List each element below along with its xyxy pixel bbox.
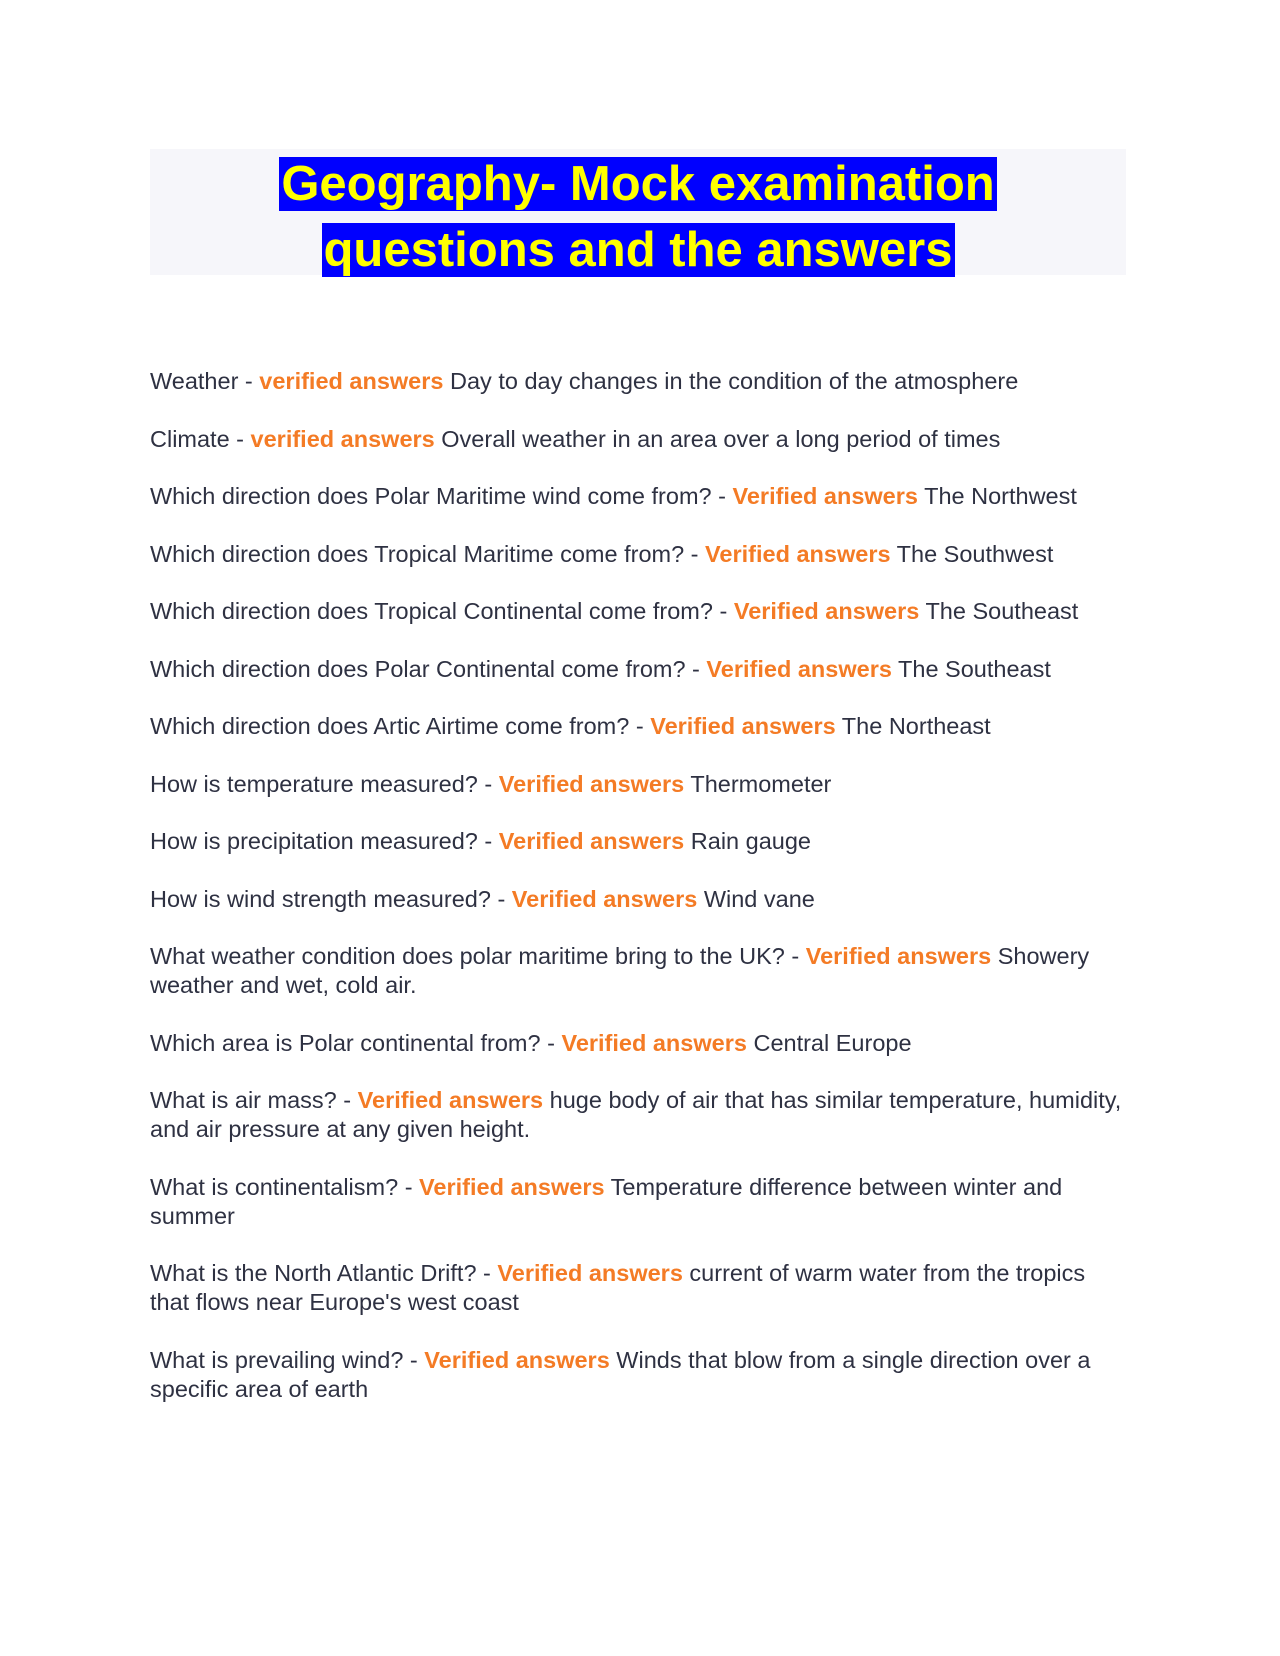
verified-label: Verified answers	[805, 943, 992, 969]
question-text: Which area is Polar continental from? -	[150, 1029, 562, 1056]
answer-text: Temperature difference between winter and summer	[150, 1173, 1063, 1229]
answer-text: The Southeast	[891, 655, 1051, 682]
verified-label: Verified answers	[498, 828, 685, 854]
answer-text: The Northwest	[917, 483, 1077, 509]
verified-label: Verified answers	[424, 1346, 610, 1373]
document-title	[150, 149, 1126, 275]
qa-item-temperature	[150, 770, 1130, 799]
qa-item-air-mass	[150, 1086, 1130, 1144]
qa-item-polar-maritime	[150, 482, 1130, 511]
question-text: Which direction does Artic Airtime come from? -	[150, 713, 651, 739]
answer-text: huge body of air that has similar temperature, humidity, and air pressure at any given height.	[150, 1087, 1122, 1142]
question-text: What is air mass? -	[150, 1087, 358, 1113]
verified-label: Verified answers	[705, 540, 891, 567]
qa-item-polar-maritime-weather	[150, 942, 1130, 1000]
answer-text: Thermometer	[684, 770, 832, 797]
question-text: What is continentalism? -	[150, 1173, 420, 1200]
verified-label: Verified answers	[498, 770, 685, 797]
question-text: Which direction does Polar Maritime wind come from? -	[150, 483, 733, 509]
question-text: Which direction does Polar Continental come from? -	[150, 655, 707, 682]
qa-item-continentalism	[150, 1173, 1130, 1231]
question-text: Weather -	[150, 368, 260, 394]
question-text: Climate -	[150, 425, 251, 452]
answer-text: Central Europe	[746, 1029, 912, 1056]
verified-label: verified answers	[250, 425, 435, 452]
verified-label: Verified answers	[497, 1260, 683, 1286]
question-text: How is precipitation measured? -	[150, 828, 499, 854]
answer-text: The Southwest	[890, 540, 1054, 567]
qa-item-north-atlantic-drift	[150, 1259, 1130, 1317]
answer-text: Day to day changes in the condition of the atmosphere	[443, 368, 1019, 394]
qa-item-tropical-maritime	[150, 540, 1130, 569]
question-text: How is temperature measured? -	[150, 770, 499, 797]
answer-text: Overall weather in an area over a long period of times	[434, 425, 1001, 452]
title-line-2: questions and the answers	[323, 223, 953, 277]
answer-text: The Northeast	[835, 713, 991, 739]
qa-list	[150, 367, 1130, 1432]
qa-item-prevailing-wind	[150, 1346, 1130, 1404]
question-text: Which direction does Tropical Continental come from? -	[150, 598, 734, 624]
verified-label: verified answers	[259, 368, 444, 394]
question-text: Which direction does Tropical Maritime come from? -	[150, 540, 706, 567]
qa-item-climate	[150, 425, 1130, 454]
verified-label: Verified answers	[561, 1029, 747, 1056]
question-text: What is the North Atlantic Drift? -	[150, 1260, 498, 1286]
verified-label: Verified answers	[357, 1087, 544, 1113]
answer-text: Winds that blow from a single direction over a specific area of earth	[150, 1346, 1091, 1402]
verified-label: Verified answers	[733, 598, 920, 624]
verified-label: Verified answers	[419, 1173, 605, 1200]
question-text: What weather condition does polar maritime bring to the UK? -	[150, 943, 806, 969]
question-text: What is prevailing wind? -	[150, 1346, 425, 1373]
qa-item-tropical-continental	[150, 597, 1130, 626]
answer-text: Rain gauge	[684, 828, 811, 854]
question-text: How is wind strength measured? -	[150, 885, 512, 912]
answer-text: Wind vane	[697, 885, 815, 912]
verified-label: Verified answers	[732, 483, 918, 509]
answer-text: The Southeast	[919, 598, 1079, 624]
answer-text: Showery weather and wet, cold air.	[150, 943, 1090, 998]
verified-label: Verified answers	[706, 655, 892, 682]
qa-item-artic-airtime	[150, 712, 1130, 741]
answer-text: current of warm water from the tropics that flows near Europe's west coast	[150, 1260, 1086, 1315]
qa-item-polar-continental-area	[150, 1029, 1130, 1058]
title-line-1: Geography- Mock examination	[281, 157, 995, 211]
verified-label: Verified answers	[511, 885, 698, 912]
qa-item-weather	[150, 367, 1130, 396]
qa-item-precipitation	[150, 827, 1130, 856]
verified-label: Verified answers	[650, 713, 836, 739]
qa-item-polar-continental	[150, 655, 1130, 684]
qa-item-wind-strength	[150, 885, 1130, 914]
